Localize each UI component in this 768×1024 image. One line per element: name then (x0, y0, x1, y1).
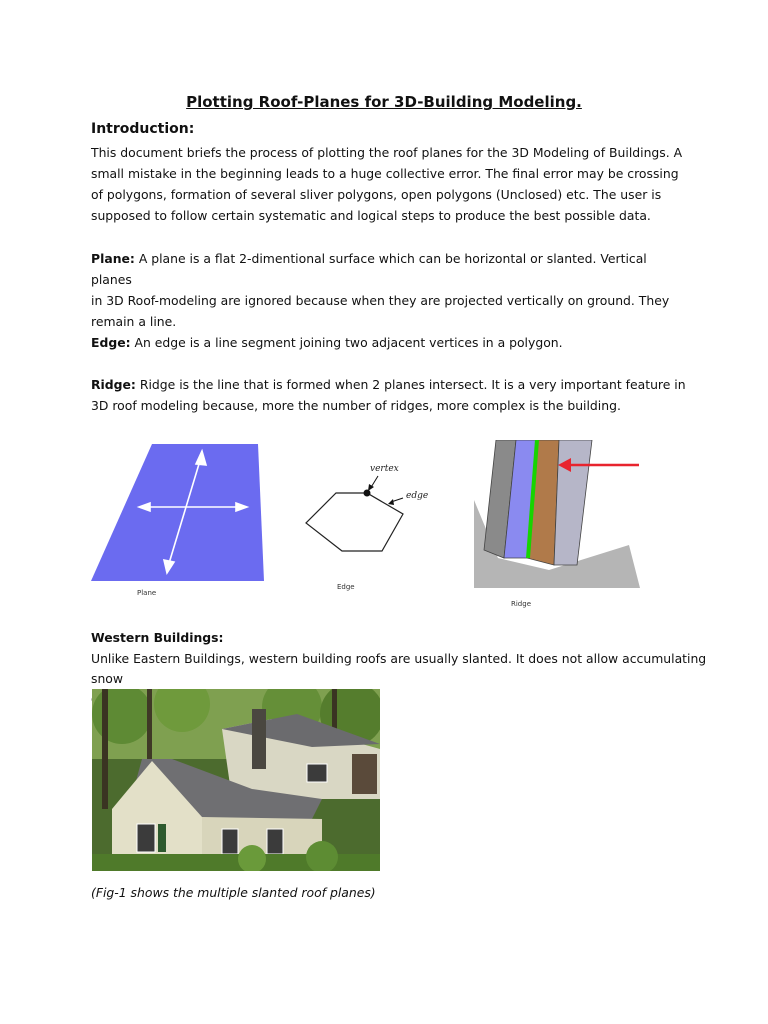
ridge-term: Ridge: (91, 377, 136, 392)
vertex-dot (364, 490, 371, 497)
intro-line: of polygons, formation of several sliver polygons, open polygons (Unclosed) etc. The user is (91, 187, 662, 202)
edge-definition (91, 332, 691, 353)
ridge-figure (474, 440, 640, 590)
ridge-caption: Ridge (511, 600, 532, 608)
ridge-definition (91, 374, 691, 416)
ridge-line: Ridge is the line that is formed when 2 planes intersect. It is a very important feature in (139, 377, 686, 392)
intro-paragraph (91, 142, 691, 226)
edge-polygon (306, 493, 403, 551)
plane-caption: Plane (137, 589, 157, 597)
western-heading: Western Buildings: (91, 630, 224, 645)
plane-term: Plane: (91, 251, 135, 266)
page-title: Plotting Roof-Planes for 3D-Building Modeling. (186, 93, 582, 111)
figure-caption: (Fig-1 shows the multiple slanted roof planes) (91, 885, 376, 900)
edge-term: Edge: (91, 335, 131, 350)
plane-shape (91, 444, 264, 581)
edge-text: An edge is a line segment joining two adjacent vertices in a polygon. (134, 335, 563, 350)
intro-heading: Introduction: (91, 121, 195, 137)
edge-label: edge (406, 491, 429, 501)
ridge-line: 3D roof modeling because, more the number of ridges, more complex is the building. (91, 398, 621, 413)
plane-line: remain a line. (91, 314, 177, 329)
vertex-label: vertex (370, 464, 399, 474)
intro-line: small mistake in the beginning leads to a huge collective error. The final error may be crossing (91, 166, 679, 181)
edge-caption: Edge (337, 583, 355, 591)
intro-line: This document briefs the process of plotting the roof planes for the 3D Modeling of Buildings. A (91, 145, 683, 160)
house-photo (92, 689, 380, 871)
plane-line: in 3D Roof-modeling are ignored because when they are projected vertically on ground. They (91, 293, 670, 308)
edge-figure (300, 458, 440, 558)
plane-figure (90, 444, 266, 584)
intro-line: supposed to follow certain systematic and logical steps to produce the best possible data. (91, 208, 651, 223)
plane-definition (91, 248, 691, 332)
western-line: Unlike Eastern Buildings, western building roofs are usually slanted. It does not allow accumulating snow (91, 651, 707, 686)
plane-line: A plane is a flat 2-dimentional surface which can be horizontal or slanted. Vertical planes (91, 251, 647, 287)
